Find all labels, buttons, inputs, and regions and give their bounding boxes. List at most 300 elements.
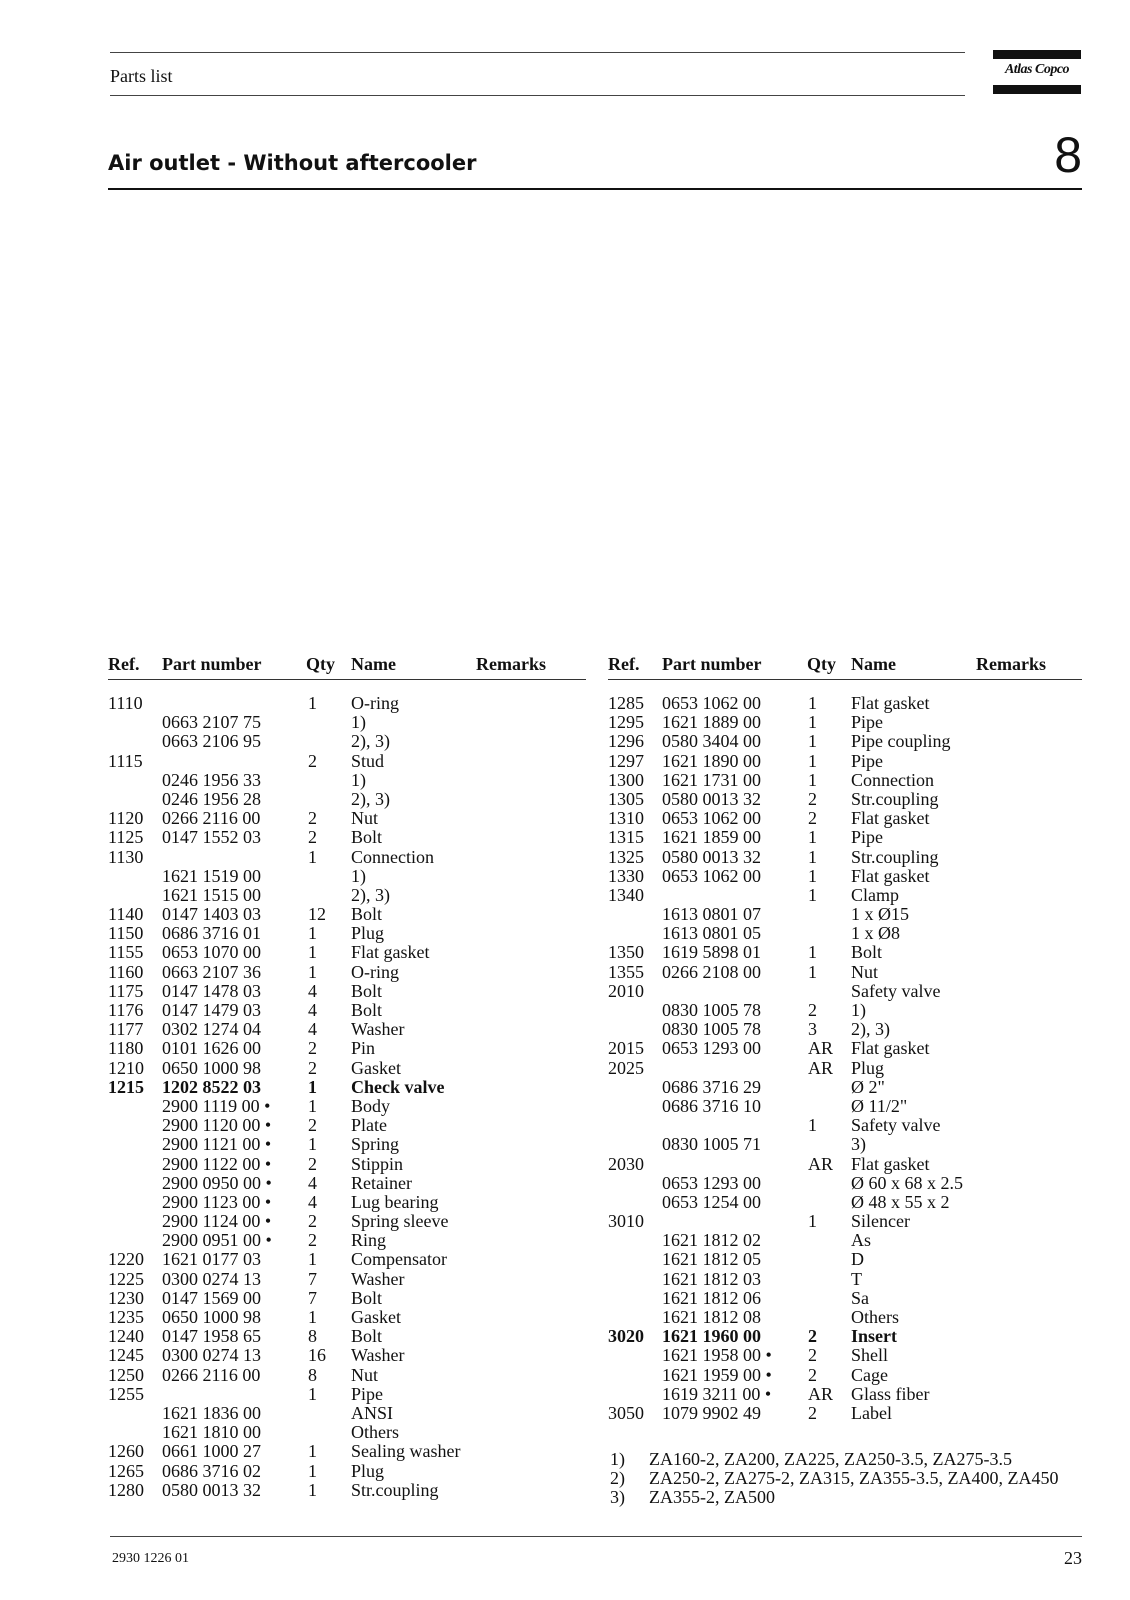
table-row [608,1346,1082,1365]
cell-qty: 1 [808,712,817,733]
table-row [108,1059,586,1078]
table-row [608,943,1082,962]
cell-name: Ø 60 x 68 x 2.5 [851,1172,963,1193]
cell-qty: 1 [808,750,817,771]
cell-name: 2), 3) [351,788,390,809]
cell-qty: AR [808,1038,834,1059]
cell-ref: 1150 [108,923,144,944]
col-ref: Ref. [108,654,140,674]
cell-part-number: 1613 0801 07 [662,904,761,925]
cell-ref: 1115 [108,750,143,771]
cell-qty: 1 [808,884,817,905]
col-ref: Ref. [608,654,640,674]
cell-name: Ø 11/2" [851,1095,908,1116]
cell-ref: 1300 [608,769,644,790]
cell-qty: 7 [308,1287,317,1308]
cell-name: Flat gasket [851,1153,930,1174]
table-row [108,1135,586,1154]
cell-part-number: 0266 2108 00 [662,961,761,982]
cell-part-number: 0663 2106 95 [162,731,261,752]
cell-name: Pipe [851,827,884,848]
cell-qty: 1 [308,923,317,944]
table-row [108,1020,586,1039]
cell-ref: 3050 [608,1402,644,1423]
cell-ref: 1330 [608,865,644,886]
cell-ref: 1305 [608,788,644,809]
cell-ref: 1177 [108,1019,144,1040]
table-row [108,1250,586,1269]
table-row [108,752,586,771]
table-row [608,1059,1082,1078]
table-body [608,694,1082,1423]
table-row [108,1423,586,1442]
cell-name: Str.coupling [351,1479,439,1500]
cell-part-number: 2900 1124 00 • [162,1211,272,1232]
cell-part-number: 2900 1122 00 • [162,1153,272,1174]
cell-qty: 1 [808,1115,817,1136]
cell-ref: 1297 [608,750,644,771]
cell-part-number: 0580 0013 32 [662,788,761,809]
cell-name: Str.coupling [851,846,939,867]
cell-ref: 1296 [608,731,644,752]
cell-name: Pipe coupling [851,731,951,752]
table-row [608,713,1082,732]
cell-name: Bolt [851,942,883,963]
cell-ref: 2025 [608,1057,644,1078]
table-row [108,1116,586,1135]
table-row [108,1366,586,1385]
footnote-mark: 3) [610,1487,625,1508]
table-row [108,1346,586,1365]
col-part-number: Part number [162,654,262,674]
cell-part-number: 0830 1005 78 [662,1019,761,1040]
table-row [108,867,586,886]
table-row [108,828,586,847]
table-row [108,1462,586,1481]
cell-qty: 1 [308,961,317,982]
cell-name: Compensator [351,1249,447,1270]
cell-name: Pipe [351,1383,384,1404]
cell-qty: 4 [308,1000,317,1020]
cell-part-number: 0686 3716 29 [662,1076,761,1097]
cell-qty: 1 [308,1134,317,1155]
cell-qty: 1 [808,827,817,848]
cell-qty: 1 [808,1211,817,1232]
table-row [608,809,1082,828]
cell-ref: 1285 [608,693,644,713]
cell-qty: 4 [308,1172,317,1193]
cell-part-number: 1621 1812 02 [662,1230,761,1251]
cell-part-number: 0686 3716 02 [162,1460,261,1481]
cell-name: T [851,1268,862,1289]
cell-part-number: 2900 1119 00 • [162,1095,271,1116]
cell-name: Glass fiber [851,1383,930,1404]
cell-part-number: 0302 1274 04 [162,1019,261,1040]
cell-part-number: 1621 1889 00 [662,712,761,733]
table-row [108,771,586,790]
col-part-number: Part number [662,654,762,674]
cell-name: Plug [351,1460,385,1481]
cell-name: Nut [351,1364,378,1385]
table-row [108,790,586,809]
cell-qty: 1 [808,769,817,790]
table-row [108,982,586,1001]
cell-name: Cage [851,1364,888,1385]
cell-ref: 1230 [108,1287,144,1308]
cell-name: As [851,1230,872,1251]
cell-name: Nut [351,808,378,829]
table-row [108,1404,586,1423]
table-row [108,1039,586,1058]
cell-name: 2), 3) [851,1019,890,1040]
footnote-mark: 2) [610,1468,625,1489]
table-row [608,1193,1082,1212]
col-name: Name [851,654,896,674]
cell-ref: 1215 [108,1076,144,1097]
cell-name: Bolt [351,1326,383,1347]
logo-bar-bottom [993,85,1081,94]
cell-part-number: 1613 0801 05 [662,923,761,944]
cell-name: Gasket [351,1307,401,1327]
table-row [608,790,1082,809]
cell-name: Washer [351,1345,405,1366]
cell-name: 1) [851,1000,866,1020]
table-row [108,809,586,828]
cell-part-number: 2900 1121 00 • [162,1134,272,1155]
cell-part-number: 1621 1731 00 [662,769,761,790]
header-bottom-rule [110,95,965,96]
cell-name: Washer [351,1268,405,1289]
cell-part-number: 0663 2107 75 [162,712,261,733]
cell-name: Insert [851,1326,897,1347]
cell-part-number: 1621 1959 00 • [662,1364,772,1385]
cell-ref: 1295 [608,712,644,733]
document-number: 2930 1226 01 [112,1551,189,1566]
table-row [108,1174,586,1193]
cell-ref: 1350 [608,942,644,963]
cell-name: Gasket [351,1057,401,1078]
chapter-number: 8 [1054,127,1082,183]
cell-part-number: 0661 1000 27 [162,1441,261,1462]
cell-part-number: 1621 1859 00 [662,827,761,848]
cell-qty: 2 [808,808,817,829]
cell-qty: 2 [808,1000,817,1020]
cell-ref: 1155 [108,942,144,963]
table-row [608,924,1082,943]
cell-name: O-ring [351,693,399,713]
table-row [108,1385,586,1404]
cell-qty: 2 [808,1326,817,1347]
cell-part-number: 0147 1478 03 [162,980,261,1001]
cell-qty: 2 [308,1038,317,1059]
cell-ref: 1325 [608,846,644,867]
section-label: Parts list [110,66,173,86]
table-row [608,828,1082,847]
cell-part-number: 1621 1812 03 [662,1268,761,1289]
cell-name: 2), 3) [351,884,390,905]
cell-name: Safety valve [851,980,941,1001]
cell-name: Spring [351,1134,400,1155]
cell-ref: 1175 [108,980,144,1001]
cell-part-number: 1621 1519 00 [162,865,261,886]
parts-table-right [608,655,1082,1423]
table-row [108,1270,586,1289]
cell-part-number: 0580 3404 00 [662,731,761,752]
table-row [608,1097,1082,1116]
cell-part-number: 0830 1005 78 [662,1000,761,1020]
cell-qty: AR [808,1383,834,1404]
cell-ref: 1310 [608,808,644,829]
cell-ref: 1315 [608,827,644,848]
table-row [608,1078,1082,1097]
table-row [608,1231,1082,1250]
cell-qty: 1 [308,1095,317,1116]
table-header [608,655,1082,680]
cell-ref: 1120 [108,808,144,829]
cell-name: 1) [351,865,366,886]
cell-ref: 1160 [108,961,144,982]
cell-part-number: 1621 1836 00 [162,1402,261,1423]
cell-name: Connection [351,846,434,867]
cell-qty: 2 [808,788,817,809]
cell-name: Pipe [851,750,884,771]
cell-name: Flat gasket [351,942,430,963]
table-row [608,1039,1082,1058]
cell-name: Plug [351,923,385,944]
cell-qty: 1 [308,1383,317,1404]
table-row [608,982,1082,1001]
cell-part-number: 0300 0274 13 [162,1268,261,1289]
cell-part-number: 1619 3211 00 • [662,1383,772,1404]
col-remarks: Remarks [976,654,1046,674]
cell-qty: 2 [308,1153,317,1174]
cell-ref: 1140 [108,904,144,925]
table-row [608,1174,1082,1193]
cell-qty: 1 [808,961,817,982]
cell-qty: 1 [308,846,317,867]
cell-name: Safety valve [851,1115,941,1136]
footnote-text: ZA160-2, ZA200, ZA225, ZA250-3.5, ZA275-3.5 [649,1449,1012,1469]
cell-part-number: 0653 1293 00 [662,1172,761,1193]
cell-part-number: 0663 2107 36 [162,961,261,982]
cell-ref: 1240 [108,1326,144,1347]
cell-ref: 1176 [108,1000,144,1020]
cell-name: 1 x Ø8 [851,923,900,944]
cell-part-number: 2900 0950 00 • [162,1172,272,1193]
table-header [108,655,586,680]
cell-name: Retainer [351,1172,412,1193]
table-row [108,1289,586,1308]
cell-name: Pipe [851,712,884,733]
cell-name: Ø 48 x 55 x 2 [851,1191,950,1212]
table-row [108,924,586,943]
cell-ref: 2015 [608,1038,644,1059]
cell-part-number: 1079 9902 49 [662,1402,761,1423]
cell-qty: 1 [808,942,817,963]
table-row [108,1212,586,1231]
table-row [608,1308,1082,1327]
footnote-text: ZA250-2, ZA275-2, ZA315, ZA355-3.5, ZA400, ZA450 [649,1468,1059,1489]
cell-part-number: 1621 1515 00 [162,884,261,905]
table-row [608,867,1082,886]
cell-ref: 1220 [108,1249,144,1270]
cell-ref: 1110 [108,693,143,713]
cell-ref: 2030 [608,1153,644,1174]
cell-part-number: 1202 8522 03 [162,1076,261,1097]
cell-qty: 4 [308,1019,317,1040]
cell-ref: 1280 [108,1479,144,1500]
cell-ref: 1235 [108,1307,144,1327]
table-row [608,1155,1082,1174]
table-row [608,732,1082,751]
table-row [108,1078,586,1097]
table-row [108,694,586,713]
table-row [108,1481,586,1500]
table-row [108,1155,586,1174]
cell-name: Str.coupling [851,788,939,809]
table-row [108,1327,586,1346]
table-row [108,905,586,924]
cell-part-number: 1621 1958 00 • [662,1345,772,1366]
cell-name: Connection [851,769,934,790]
logo-text: Atlas Copco [1004,62,1070,77]
cell-name: 1 x Ø15 [851,904,909,925]
cell-name: Bolt [351,1287,383,1308]
cell-name: Ring [351,1230,387,1251]
table-row [608,752,1082,771]
cell-name: ANSI [351,1402,394,1423]
cell-part-number: 0653 1062 00 [662,693,761,713]
cell-qty: 2 [808,1364,817,1385]
cell-qty: 2 [308,750,317,771]
col-name: Name [351,654,396,674]
cell-qty: 2 [308,1057,317,1078]
footnote-text: ZA355-2, ZA500 [649,1487,775,1508]
cell-ref: 1250 [108,1364,144,1385]
cell-qty: 7 [308,1268,317,1289]
cell-qty: 2 [308,827,317,848]
table-row [608,1366,1082,1385]
table-row [608,1270,1082,1289]
cell-qty: 16 [308,1345,326,1366]
cell-qty: 2 [308,1115,317,1136]
cell-part-number: 0266 2116 00 [162,808,261,829]
cell-qty: 1 [308,693,317,713]
cell-part-number: 0147 1479 03 [162,1000,261,1020]
cell-part-number: 2900 1123 00 • [162,1191,272,1212]
table-row [608,771,1082,790]
cell-part-number: 0300 0274 13 [162,1345,261,1366]
cell-qty: 1 [308,1307,317,1327]
cell-name: Bolt [351,1000,383,1020]
cell-name: Plug [851,1057,885,1078]
cell-part-number: 1621 1960 00 [662,1326,761,1347]
cell-name: O-ring [351,961,399,982]
cell-part-number: 0580 0013 32 [162,1479,261,1500]
cell-name: Label [851,1402,892,1423]
cell-part-number: 0686 3716 10 [662,1095,761,1116]
cell-ref: 1180 [108,1038,144,1059]
cell-part-number: 1621 1812 06 [662,1287,761,1308]
cell-ref: 1210 [108,1057,144,1078]
table-row [108,1001,586,1020]
cell-part-number: 0266 2116 00 [162,1364,261,1385]
cell-part-number: 0653 1070 00 [162,942,261,963]
cell-qty: 1 [808,846,817,867]
cell-name: Flat gasket [851,693,930,713]
footnote-mark: 1) [610,1449,625,1469]
cell-ref: 1340 [608,884,644,905]
cell-name: Sealing washer [351,1441,461,1462]
table-row [108,963,586,982]
cell-name: Flat gasket [851,1038,930,1059]
cell-part-number: 1621 0177 03 [162,1249,261,1270]
cell-name: Bolt [351,827,383,848]
cell-part-number: 0830 1005 71 [662,1134,761,1155]
cell-part-number: 0246 1956 28 [162,788,261,809]
table-row [108,886,586,905]
table-row [108,1231,586,1250]
cell-name: Lug bearing [351,1191,439,1212]
cell-part-number: 0101 1626 00 [162,1038,261,1059]
cell-part-number: 1621 1812 05 [662,1249,761,1270]
cell-name: 3) [851,1134,866,1155]
cell-name: Washer [351,1019,405,1040]
cell-part-number: 0653 1062 00 [662,865,761,886]
cell-ref: 1130 [108,846,144,867]
cell-name: Bolt [351,904,383,925]
cell-name: Spring sleeve [351,1211,449,1232]
table-row [108,1442,586,1461]
brand-logo [993,50,1081,94]
cell-ref: 1125 [108,827,144,848]
cell-part-number: 0650 1000 98 [162,1057,261,1078]
footer-rule [110,1536,1082,1537]
cell-part-number: 0147 1403 03 [162,904,261,925]
cell-part-number: 2900 1120 00 • [162,1115,272,1136]
cell-qty: 1 [308,1249,317,1270]
cell-ref: 3010 [608,1211,644,1232]
cell-name: Stippin [351,1153,404,1174]
cell-qty: 4 [308,1191,317,1212]
cell-name: Clamp [851,884,899,905]
cell-qty: 12 [308,904,326,925]
cell-ref: 1355 [608,961,644,982]
cell-qty: 1 [308,1479,317,1500]
cell-part-number: 1621 1812 08 [662,1307,761,1327]
cell-qty: 2 [308,808,317,829]
cell-part-number: 1621 1810 00 [162,1422,261,1443]
cell-name: Pin [351,1038,376,1059]
cell-ref: 1245 [108,1345,144,1366]
cell-name: Ø 2" [851,1076,885,1097]
cell-part-number: 0147 1958 65 [162,1326,261,1347]
cell-ref: 1265 [108,1460,144,1481]
cell-name: Flat gasket [851,865,930,886]
cell-qty: 8 [308,1364,317,1385]
cell-name: Check valve [351,1076,445,1097]
cell-ref: 1255 [108,1383,144,1404]
table-row [108,713,586,732]
cell-part-number: 0653 1254 00 [662,1191,761,1212]
cell-name: 1) [351,712,366,733]
cell-qty: 1 [308,1460,317,1481]
cell-qty: 2 [808,1402,817,1423]
cell-part-number: 1621 1890 00 [662,750,761,771]
page-number: 23 [1064,1548,1082,1568]
cell-part-number: 1619 5898 01 [662,942,761,963]
col-remarks: Remarks [476,654,546,674]
